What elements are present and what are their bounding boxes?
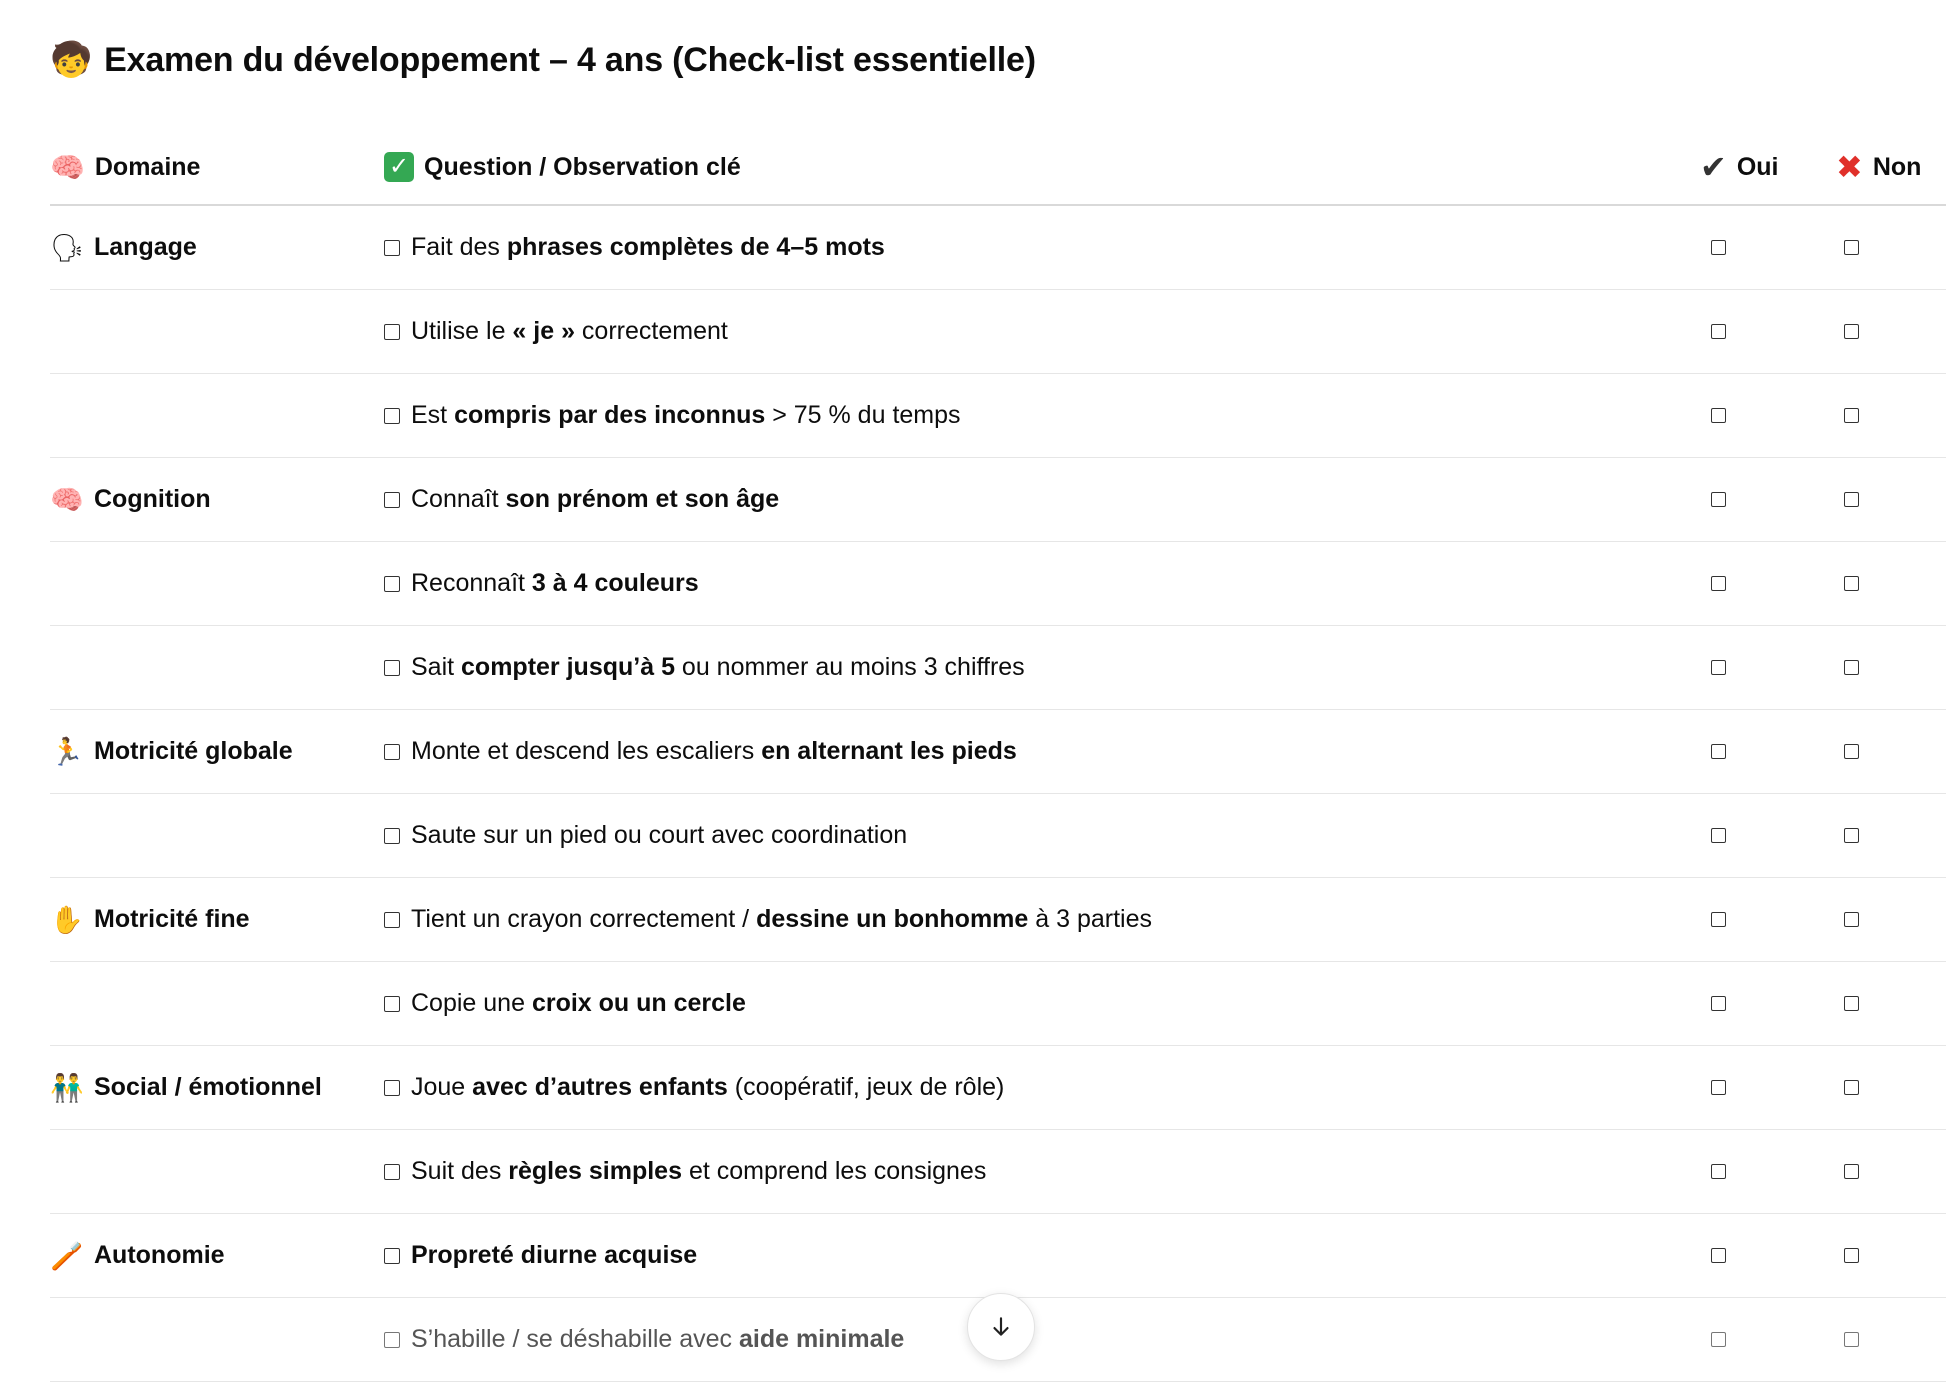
non-checkbox[interactable] bbox=[1844, 1164, 1859, 1179]
question-cell bbox=[384, 626, 1700, 710]
table-row bbox=[50, 1046, 1946, 1130]
non-cell bbox=[1836, 374, 1946, 458]
oui-cell bbox=[1700, 374, 1836, 458]
question-segment: correctement bbox=[574, 317, 728, 345]
question-checkbox[interactable] bbox=[384, 1080, 400, 1096]
domain-cell bbox=[50, 1046, 384, 1130]
domain-label: Motricité globale bbox=[94, 737, 293, 765]
question-checkbox[interactable] bbox=[384, 408, 400, 424]
question-bold-segment: avec d’autres enfants bbox=[472, 1073, 728, 1101]
question-segment: ou nommer au moins 3 chiffres bbox=[674, 653, 1025, 681]
question-cell bbox=[384, 962, 1700, 1046]
oui-checkbox[interactable] bbox=[1711, 240, 1726, 255]
question-segment: Copie une bbox=[411, 989, 532, 1017]
question-bold-segment: règles simples bbox=[508, 1157, 682, 1185]
question-segment: Suit des bbox=[411, 1157, 509, 1185]
domain-cell bbox=[50, 962, 384, 1046]
question-segment: Reconnaît bbox=[411, 569, 532, 597]
speaking-head-icon: 🗣 bbox=[50, 232, 85, 264]
oui-cell bbox=[1700, 542, 1836, 626]
question-cell bbox=[384, 1130, 1700, 1214]
domain-cell bbox=[50, 205, 384, 290]
oui-cell bbox=[1700, 290, 1836, 374]
question-checkbox[interactable] bbox=[384, 912, 400, 928]
non-checkbox[interactable] bbox=[1844, 1248, 1859, 1263]
domain-cell bbox=[50, 710, 384, 794]
oui-cell bbox=[1700, 962, 1836, 1046]
question-segment: Joue bbox=[411, 1073, 473, 1101]
green-check-icon: ✓ bbox=[384, 152, 414, 182]
question-segment: et comprend les consignes bbox=[682, 1157, 987, 1185]
header-question-label: Question / Observation clé bbox=[424, 152, 741, 181]
oui-checkbox[interactable] bbox=[1711, 828, 1726, 843]
domain-cell bbox=[50, 626, 384, 710]
question-bold-segment: croix ou un cercle bbox=[531, 989, 746, 1017]
oui-cell bbox=[1700, 1214, 1836, 1298]
header-domain bbox=[50, 130, 384, 205]
oui-cell bbox=[1700, 458, 1836, 542]
non-cell bbox=[1836, 458, 1946, 542]
table-header-row bbox=[50, 130, 1946, 205]
question-text bbox=[411, 737, 1017, 766]
domain-label: Autonomie bbox=[94, 1241, 225, 1269]
oui-checkbox[interactable] bbox=[1711, 912, 1726, 927]
question-segment: Utilise le bbox=[411, 317, 513, 345]
oui-cell bbox=[1700, 878, 1836, 962]
oui-checkbox[interactable] bbox=[1711, 324, 1726, 339]
header-question bbox=[384, 130, 1700, 205]
table-row bbox=[50, 1130, 1946, 1214]
table-row bbox=[50, 458, 1946, 542]
question-cell bbox=[384, 458, 1700, 542]
question-segment: Est bbox=[411, 401, 455, 429]
table-row bbox=[50, 626, 1946, 710]
question-bold-segment: en alternant les pieds bbox=[761, 737, 1017, 765]
non-checkbox[interactable] bbox=[1844, 996, 1859, 1011]
question-segment: Tient un crayon correctement / bbox=[411, 905, 757, 933]
question-checkbox[interactable] bbox=[384, 1164, 400, 1180]
non-cell bbox=[1836, 290, 1946, 374]
domain-cell bbox=[50, 458, 384, 542]
question-segment: (coopératif, jeux de rôle) bbox=[727, 1073, 1005, 1101]
arrow-down-icon bbox=[988, 1314, 1014, 1340]
header-oui-label: Oui bbox=[1736, 152, 1779, 181]
question-text bbox=[411, 317, 728, 346]
oui-cell bbox=[1700, 205, 1836, 290]
domain-cell bbox=[50, 374, 384, 458]
question-bold-segment: 3 à 4 couleurs bbox=[531, 569, 699, 597]
non-cell bbox=[1836, 205, 1946, 290]
non-cell bbox=[1836, 542, 1946, 626]
question-segment: > 75 % du temps bbox=[765, 401, 961, 429]
brain-icon: 🧠 bbox=[50, 150, 85, 184]
table-row bbox=[50, 205, 1946, 290]
question-cell bbox=[384, 710, 1700, 794]
non-checkbox[interactable] bbox=[1844, 324, 1859, 339]
question-segment: à 3 parties bbox=[1028, 905, 1153, 933]
non-checkbox[interactable] bbox=[1844, 828, 1859, 843]
non-cell bbox=[1836, 878, 1946, 962]
table-row bbox=[50, 962, 1946, 1046]
question-segment: Monte et descend les escaliers bbox=[411, 737, 762, 765]
toothbrush-icon: 🪥 bbox=[50, 1240, 84, 1272]
people-holding-hands-icon: 👬 bbox=[50, 1072, 84, 1104]
question-text bbox=[411, 569, 699, 598]
table-row bbox=[50, 290, 1946, 374]
header-domain-label: Domaine bbox=[94, 152, 201, 181]
domain-label: Langage bbox=[94, 233, 197, 261]
non-checkbox[interactable] bbox=[1844, 576, 1859, 591]
table-row bbox=[50, 878, 1946, 962]
oui-checkbox[interactable] bbox=[1711, 1080, 1726, 1095]
question-checkbox[interactable] bbox=[384, 996, 400, 1012]
question-cell bbox=[384, 542, 1700, 626]
question-text bbox=[411, 905, 1152, 934]
oui-checkbox[interactable] bbox=[1711, 1164, 1726, 1179]
non-cell bbox=[1836, 1214, 1946, 1298]
question-checkbox[interactable] bbox=[384, 1332, 400, 1348]
oui-cell bbox=[1700, 626, 1836, 710]
question-bold-segment: Propreté diurne acquise bbox=[411, 1241, 698, 1269]
non-cell bbox=[1836, 1298, 1946, 1382]
oui-cell bbox=[1700, 1046, 1836, 1130]
check-mark-icon: ✔ bbox=[1700, 149, 1727, 185]
question-text bbox=[411, 1241, 697, 1270]
oui-checkbox[interactable] bbox=[1711, 408, 1726, 423]
question-cell bbox=[384, 1046, 1700, 1130]
header-non bbox=[1836, 130, 1946, 205]
question-cell bbox=[384, 290, 1700, 374]
non-checkbox[interactable] bbox=[1844, 492, 1859, 507]
non-cell bbox=[1836, 1046, 1946, 1130]
question-segment: Fait des bbox=[411, 233, 507, 261]
raised-hand-icon: ✋ bbox=[50, 904, 84, 936]
question-bold-segment: son prénom et son âge bbox=[505, 485, 780, 513]
domain-cell bbox=[50, 794, 384, 878]
question-checkbox[interactable] bbox=[384, 492, 400, 508]
domain-cell bbox=[50, 1130, 384, 1214]
non-checkbox[interactable] bbox=[1844, 408, 1859, 423]
question-text bbox=[411, 401, 961, 430]
domain-cell bbox=[50, 878, 384, 962]
question-checkbox[interactable] bbox=[384, 240, 400, 256]
question-checkbox[interactable] bbox=[384, 1248, 400, 1264]
question-bold-segment: phrases complètes de 4–5 mots bbox=[506, 233, 885, 261]
domain-label: Social / émotionnel bbox=[94, 1073, 322, 1101]
non-checkbox[interactable] bbox=[1844, 1332, 1859, 1347]
question-cell bbox=[384, 205, 1700, 290]
domain-cell bbox=[50, 1298, 384, 1382]
cross-mark-icon: ✖ bbox=[1836, 149, 1863, 185]
table-row bbox=[50, 542, 1946, 626]
oui-cell bbox=[1700, 1298, 1836, 1382]
question-cell bbox=[384, 794, 1700, 878]
question-segment: Saute sur un pied ou court avec coordination bbox=[411, 821, 908, 849]
brain-icon: 🧠 bbox=[50, 484, 84, 516]
question-cell bbox=[384, 878, 1700, 962]
question-bold-segment: aide minimale bbox=[738, 1325, 905, 1353]
question-bold-segment: « je » bbox=[512, 317, 575, 345]
question-text bbox=[411, 653, 1025, 682]
domain-label: Cognition bbox=[94, 485, 211, 513]
page-title bbox=[50, 40, 1036, 80]
question-checkbox[interactable] bbox=[384, 324, 400, 340]
question-bold-segment: compter jusqu’à 5 bbox=[461, 653, 675, 681]
question-text bbox=[411, 485, 779, 514]
non-cell bbox=[1836, 710, 1946, 794]
oui-checkbox[interactable] bbox=[1711, 576, 1726, 591]
table-row bbox=[50, 1214, 1946, 1298]
running-person-icon: 🏃 bbox=[50, 736, 84, 768]
non-checkbox[interactable] bbox=[1844, 912, 1859, 927]
table-row bbox=[50, 374, 1946, 458]
oui-checkbox[interactable] bbox=[1711, 1332, 1726, 1347]
scroll-down-button[interactable] bbox=[967, 1293, 1035, 1361]
non-checkbox[interactable] bbox=[1844, 660, 1859, 675]
question-checkbox[interactable] bbox=[384, 576, 400, 592]
question-text bbox=[411, 821, 907, 850]
oui-cell bbox=[1700, 794, 1836, 878]
domain-cell bbox=[50, 542, 384, 626]
question-text bbox=[411, 233, 885, 262]
non-cell bbox=[1836, 962, 1946, 1046]
oui-checkbox[interactable] bbox=[1711, 660, 1726, 675]
question-bold-segment: compris par des inconnus bbox=[454, 401, 766, 429]
question-text bbox=[411, 989, 746, 1018]
header-non-label: Non bbox=[1872, 152, 1922, 181]
domain-cell bbox=[50, 1214, 384, 1298]
question-cell bbox=[384, 1214, 1700, 1298]
header-oui bbox=[1700, 130, 1836, 205]
domain-cell bbox=[50, 290, 384, 374]
checklist-table bbox=[50, 130, 1946, 1382]
oui-cell bbox=[1700, 710, 1836, 794]
table-row bbox=[50, 710, 1946, 794]
page-title-text: Examen du développement – 4 ans (Check-list essentielle) bbox=[104, 40, 1036, 79]
question-bold-segment: dessine un bonhomme bbox=[756, 905, 1029, 933]
question-text bbox=[411, 1157, 986, 1186]
question-checkbox[interactable] bbox=[384, 828, 400, 844]
question-checkbox[interactable] bbox=[384, 744, 400, 760]
oui-cell bbox=[1700, 1130, 1836, 1214]
child-face-icon: 🧒 bbox=[50, 40, 93, 80]
oui-checkbox[interactable] bbox=[1711, 996, 1726, 1011]
domain-label: Motricité fine bbox=[94, 905, 250, 933]
question-text bbox=[411, 1325, 904, 1354]
question-checkbox[interactable] bbox=[384, 660, 400, 676]
non-checkbox[interactable] bbox=[1844, 240, 1859, 255]
oui-checkbox[interactable] bbox=[1711, 1248, 1726, 1263]
oui-checkbox[interactable] bbox=[1711, 492, 1726, 507]
oui-checkbox[interactable] bbox=[1711, 744, 1726, 759]
question-segment: Connaît bbox=[411, 485, 506, 513]
question-text bbox=[411, 1073, 1004, 1102]
question-segment: S’habille / se déshabille avec bbox=[411, 1325, 739, 1353]
non-cell bbox=[1836, 626, 1946, 710]
question-segment: Sait bbox=[411, 653, 462, 681]
question-cell bbox=[384, 1298, 1700, 1382]
question-cell bbox=[384, 374, 1700, 458]
non-cell bbox=[1836, 1130, 1946, 1214]
table-row bbox=[50, 794, 1946, 878]
non-checkbox[interactable] bbox=[1844, 1080, 1859, 1095]
non-cell bbox=[1836, 794, 1946, 878]
non-checkbox[interactable] bbox=[1844, 744, 1859, 759]
